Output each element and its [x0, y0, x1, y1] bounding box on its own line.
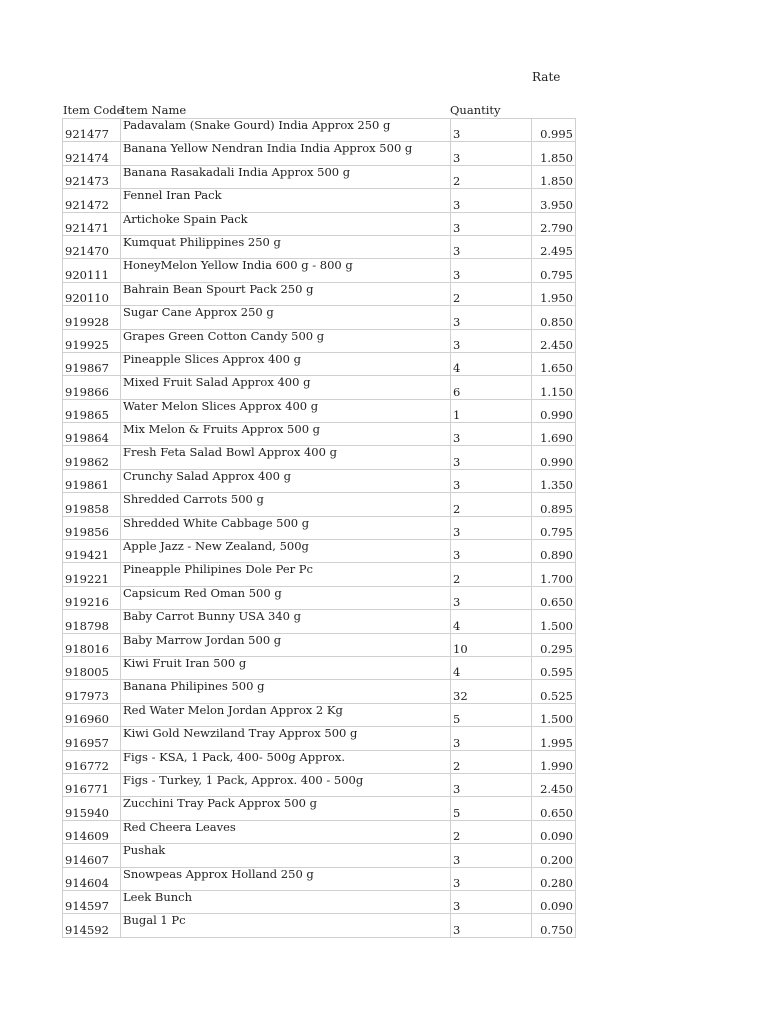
rate-cell: 1.850	[532, 165, 576, 188]
table-row	[63, 212, 576, 235]
item-code-cell: 921474	[63, 142, 121, 165]
item-name-cell: Fennel Iran Pack	[121, 189, 451, 212]
rate-cell: 1.700	[532, 563, 576, 586]
table-row	[63, 493, 576, 516]
quantity-cell: 2	[451, 750, 532, 773]
item-name-cell: Fresh Feta Salad Bowl Approx 400 g	[121, 446, 451, 469]
table-row	[63, 610, 576, 633]
quantity-cell: 4	[451, 352, 532, 375]
item-name-cell: Figs - Turkey, 1 Pack, Approx. 400 - 500g	[121, 773, 451, 796]
table-row	[63, 540, 576, 563]
rate-cell: 0.890	[532, 540, 576, 563]
rate-cell: 0.090	[532, 820, 576, 843]
quantity-cell: 3	[451, 914, 532, 937]
rate-cell: 1.990	[532, 750, 576, 773]
quantity-cell: 3	[451, 773, 532, 796]
item-name-cell: Pineapple Slices Approx 400 g	[121, 352, 451, 375]
table-row	[63, 142, 576, 165]
item-name-cell: Red Water Melon Jordan Approx 2 Kg	[121, 703, 451, 726]
item-name-cell: Sugar Cane Approx 250 g	[121, 306, 451, 329]
item-code-cell: 916772	[63, 750, 121, 773]
item-code-cell: 914607	[63, 844, 121, 867]
item-name-cell: Banana Rasakadali India Approx 500 g	[121, 165, 451, 188]
item-code-cell: 914592	[63, 914, 121, 937]
rate-cell: 1.950	[532, 282, 576, 305]
quantity-cell: 5	[451, 703, 532, 726]
quantity-cell: 3	[451, 119, 532, 142]
item-code-cell: 919856	[63, 516, 121, 539]
item-name-cell: Zucchini Tray Pack Approx 500 g	[121, 797, 451, 820]
item-code-cell: 919862	[63, 446, 121, 469]
item-code-cell: 914604	[63, 867, 121, 890]
table-row	[63, 844, 576, 867]
quantity-cell: 3	[451, 212, 532, 235]
item-code-cell: 919421	[63, 540, 121, 563]
item-name-cell: Padavalam (Snake Gourd) India Approx 250 g	[121, 119, 451, 142]
item-name-cell: Shredded Carrots 500 g	[121, 493, 451, 516]
rate-cell: 0.995	[532, 119, 576, 142]
item-code-cell: 920110	[63, 282, 121, 305]
table-row	[63, 703, 576, 726]
table-row	[63, 680, 576, 703]
rate-cell: 0.280	[532, 867, 576, 890]
item-name-cell: Mix Melon & Fruits Approx 500 g	[121, 423, 451, 446]
item-code-cell: 919865	[63, 399, 121, 422]
item-code-cell: 914597	[63, 890, 121, 913]
item-code-cell: 919925	[63, 329, 121, 352]
quantity-cell: 3	[451, 867, 532, 890]
item-name-cell: Shredded White Cabbage 500 g	[121, 516, 451, 539]
item-code-cell: 920111	[63, 259, 121, 282]
table-row	[63, 820, 576, 843]
item-name-cell: Red Cheera Leaves	[121, 820, 451, 843]
table-row	[63, 329, 576, 352]
quantity-cell: 3	[451, 259, 532, 282]
quantity-cell: 2	[451, 165, 532, 188]
item-name-cell: Mixed Fruit Salad Approx 400 g	[121, 376, 451, 399]
item-name-cell: Capsicum Red Oman 500 g	[121, 586, 451, 609]
table-row	[63, 259, 576, 282]
item-name-cell: Crunchy Salad Approx 400 g	[121, 469, 451, 492]
table-row	[63, 890, 576, 913]
quantity-cell: 4	[451, 656, 532, 679]
item-name-cell: Snowpeas Approx Holland 250 g	[121, 867, 451, 890]
quantity-cell: 3	[451, 306, 532, 329]
rate-cell: 0.200	[532, 844, 576, 867]
item-table	[62, 118, 576, 938]
item-name-cell: Kiwi Fruit Iran 500 g	[121, 656, 451, 679]
table-row	[63, 446, 576, 469]
table-row	[63, 797, 576, 820]
quantity-cell: 2	[451, 820, 532, 843]
quantity-cell: 10	[451, 633, 532, 656]
rate-cell: 0.850	[532, 306, 576, 329]
item-name-cell: Artichoke Spain Pack	[121, 212, 451, 235]
item-code-cell: 919858	[63, 493, 121, 516]
item-code-cell: 919221	[63, 563, 121, 586]
quantity-cell: 3	[451, 142, 532, 165]
quantity-cell: 4	[451, 610, 532, 633]
item-name-cell: Figs - KSA, 1 Pack, 400- 500g Approx.	[121, 750, 451, 773]
quantity-cell: 6	[451, 376, 532, 399]
table-row	[63, 586, 576, 609]
rate-cell: 1.500	[532, 610, 576, 633]
quantity-cell: 3	[451, 844, 532, 867]
item-name-cell: Baby Marrow Jordan 500 g	[121, 633, 451, 656]
rate-cell: 2.450	[532, 773, 576, 796]
item-name-cell: Grapes Green Cotton Candy 500 g	[121, 329, 451, 352]
table-row	[63, 656, 576, 679]
quantity-cell: 32	[451, 680, 532, 703]
table-row	[63, 165, 576, 188]
table-row	[63, 727, 576, 750]
quantity-cell: 2	[451, 493, 532, 516]
item-name-cell: HoneyMelon Yellow India 600 g - 800 g	[121, 259, 451, 282]
item-code-column-header: Item Code	[63, 103, 124, 117]
quantity-cell: 3	[451, 189, 532, 212]
item-code-cell: 921477	[63, 119, 121, 142]
quantity-cell: 3	[451, 329, 532, 352]
table-row	[63, 750, 576, 773]
rate-cell: 1.500	[532, 703, 576, 726]
table-row	[63, 399, 576, 422]
rate-cell: 1.350	[532, 469, 576, 492]
item-code-cell: 916771	[63, 773, 121, 796]
table-row	[63, 306, 576, 329]
table-row	[63, 352, 576, 375]
quantity-cell: 3	[451, 890, 532, 913]
rate-cell: 0.795	[532, 259, 576, 282]
column-header-row	[62, 102, 576, 118]
item-code-cell: 919864	[63, 423, 121, 446]
quantity-cell: 2	[451, 282, 532, 305]
table-row	[63, 423, 576, 446]
quantity-cell: 2	[451, 563, 532, 586]
item-code-cell: 919866	[63, 376, 121, 399]
rate-cell: 0.595	[532, 656, 576, 679]
item-code-cell: 914609	[63, 820, 121, 843]
item-name-cell: Apple Jazz - New Zealand, 500g	[121, 540, 451, 563]
item-name-cell: Water Melon Slices Approx 400 g	[121, 399, 451, 422]
item-name-cell: Baby Carrot Bunny USA 340 g	[121, 610, 451, 633]
table-row	[63, 376, 576, 399]
item-code-cell: 915940	[63, 797, 121, 820]
item-code-cell: 921470	[63, 235, 121, 258]
table-row	[63, 469, 576, 492]
table-row	[63, 867, 576, 890]
table-row	[63, 119, 576, 142]
quantity-cell: 3	[451, 540, 532, 563]
rate-cell: 1.150	[532, 376, 576, 399]
rate-cell: 0.650	[532, 586, 576, 609]
item-name-cell: Pineapple Philipines Dole Per Pc	[121, 563, 451, 586]
table-row	[63, 516, 576, 539]
item-name-cell: Leek Bunch	[121, 890, 451, 913]
rate-cell: 2.495	[532, 235, 576, 258]
rate-cell: 1.690	[532, 423, 576, 446]
quantity-cell: 3	[451, 446, 532, 469]
rate-cell: 3.950	[532, 189, 576, 212]
rate-cell: 2.790	[532, 212, 576, 235]
table-row	[63, 189, 576, 212]
item-code-cell: 918005	[63, 656, 121, 679]
rate-cell: 1.995	[532, 727, 576, 750]
rate-cell: 0.895	[532, 493, 576, 516]
item-name-cell: Kumquat Philippines 250 g	[121, 235, 451, 258]
table-row	[63, 914, 576, 937]
item-code-cell: 921471	[63, 212, 121, 235]
item-name-cell: Bugal 1 Pc	[121, 914, 451, 937]
rate-cell: 0.990	[532, 399, 576, 422]
quantity-cell: 3	[451, 586, 532, 609]
table-row	[63, 633, 576, 656]
quantity-column-header: Quantity	[450, 103, 501, 117]
item-code-cell: 921473	[63, 165, 121, 188]
quantity-cell: 5	[451, 797, 532, 820]
quantity-cell: 3	[451, 235, 532, 258]
item-code-cell: 918798	[63, 610, 121, 633]
item-name-cell: Pushak	[121, 844, 451, 867]
table-row	[63, 235, 576, 258]
rate-cell: 0.525	[532, 680, 576, 703]
item-code-cell: 919216	[63, 586, 121, 609]
item-code-cell: 916960	[63, 703, 121, 726]
quantity-cell: 1	[451, 399, 532, 422]
rate-cell: 2.450	[532, 329, 576, 352]
item-name-column-header: Item Name	[121, 103, 187, 117]
table-row	[63, 563, 576, 586]
table-row	[63, 282, 576, 305]
rate-cell: 0.650	[532, 797, 576, 820]
rate-cell: 0.750	[532, 914, 576, 937]
quantity-cell: 3	[451, 516, 532, 539]
quantity-cell: 3	[451, 469, 532, 492]
item-code-cell: 921472	[63, 189, 121, 212]
table-row	[63, 773, 576, 796]
item-name-cell: Kiwi Gold Newziland Tray Approx 500 g	[121, 727, 451, 750]
rate-column-header: Rate	[532, 70, 561, 84]
rate-cell: 0.295	[532, 633, 576, 656]
rate-cell: 1.650	[532, 352, 576, 375]
item-name-cell: Banana Philipines 500 g	[121, 680, 451, 703]
item-code-cell: 918016	[63, 633, 121, 656]
item-code-cell: 917973	[63, 680, 121, 703]
quantity-cell: 3	[451, 423, 532, 446]
rate-cell: 1.850	[532, 142, 576, 165]
rate-cell: 0.090	[532, 890, 576, 913]
item-code-cell: 919867	[63, 352, 121, 375]
item-name-cell: Bahrain Bean Spourt Pack 250 g	[121, 282, 451, 305]
rate-cell: 0.990	[532, 446, 576, 469]
item-code-cell: 919928	[63, 306, 121, 329]
item-code-cell: 919861	[63, 469, 121, 492]
rate-cell: 0.795	[532, 516, 576, 539]
item-code-cell: 916957	[63, 727, 121, 750]
item-name-cell: Banana Yellow Nendran India India Approx 500 g	[121, 142, 451, 165]
quantity-cell: 3	[451, 727, 532, 750]
item-table-body	[63, 119, 576, 938]
